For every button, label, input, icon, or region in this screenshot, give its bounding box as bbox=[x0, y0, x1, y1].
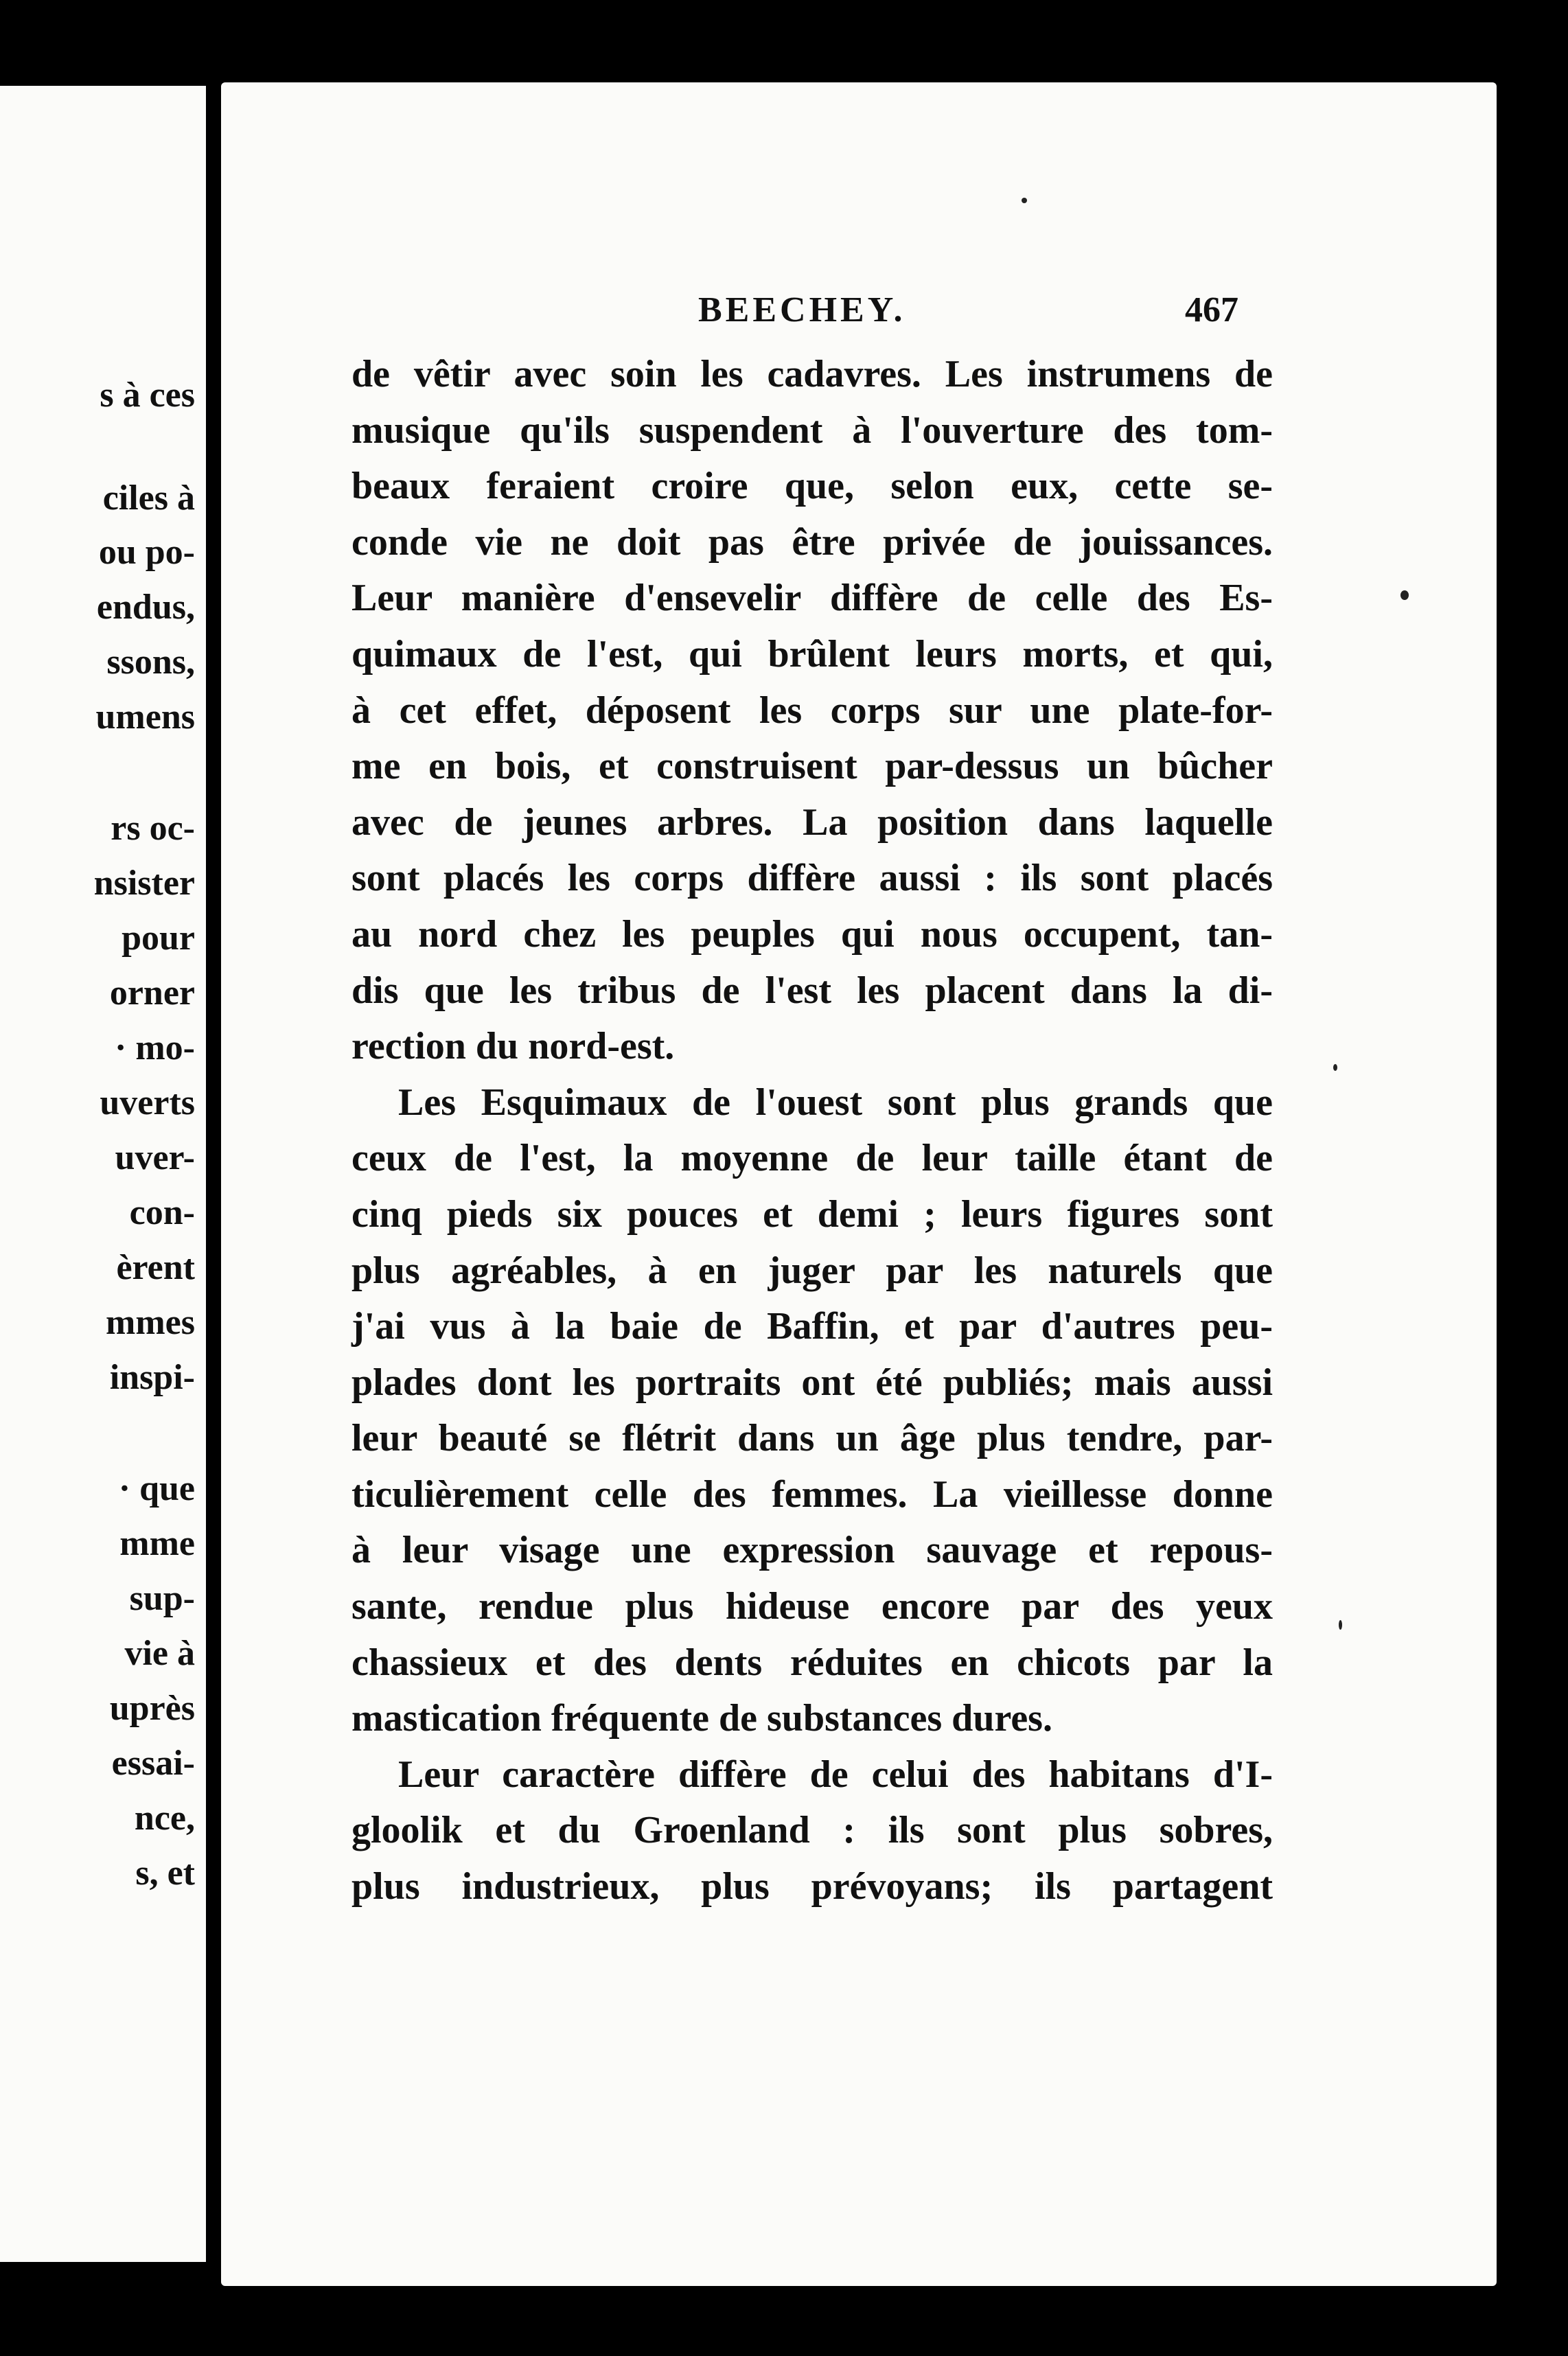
scan-speck bbox=[1339, 1620, 1342, 1630]
text-line: beaux feraient croire que, selon eux, cette se- bbox=[351, 465, 1273, 508]
text-line: gloolik et du Groenland : ils sont plus sobres, bbox=[351, 1809, 1273, 1852]
left-page-text-fragment: umens bbox=[95, 697, 195, 737]
scan-speck bbox=[1022, 198, 1027, 203]
text-line: plades dont les portraits ont été publiés; mais aussi bbox=[351, 1361, 1273, 1404]
left-page-text-fragment: endus, bbox=[96, 588, 195, 627]
left-page-text-fragment: ssons, bbox=[106, 643, 195, 682]
text-line: musique qu'ils suspendent à l'ouverture des tom- bbox=[351, 408, 1273, 452]
text-line: Leur manière d'ensevelir diffère de celle des Es- bbox=[351, 577, 1273, 620]
scan-speck bbox=[1400, 590, 1409, 600]
text-line: à cet effet, déposent les corps sur une plate-for- bbox=[351, 689, 1273, 732]
left-page-text-fragment: · que bbox=[118, 1469, 195, 1508]
paragraph-start-line: Les Esquimaux de l'ouest sont plus grands que bbox=[398, 1081, 1273, 1124]
text-line: de vêtir avec soin les cadavres. Les instrumens de bbox=[351, 353, 1273, 395]
left-page-text-fragment: mmes bbox=[106, 1303, 195, 1342]
left-page-text-fragment: ou po- bbox=[98, 533, 195, 572]
left-page-text-fragment: inspi- bbox=[109, 1358, 195, 1397]
text-line: à leur visage une expression sauvage et repous- bbox=[351, 1529, 1273, 1572]
left-page-text-fragment: s à ces bbox=[100, 376, 195, 415]
text-line: conde vie ne doit pas être privée de jouissances. bbox=[351, 520, 1273, 564]
text-line: avec de jeunes arbres. La position dans laquelle bbox=[351, 800, 1273, 844]
left-page-text-fragment: essai- bbox=[111, 1744, 195, 1783]
left-page-text-fragment: s, et bbox=[135, 1853, 195, 1893]
left-page-text-fragment: uprès bbox=[109, 1689, 195, 1728]
left-page-text-fragment: con- bbox=[129, 1193, 195, 1232]
text-line: me en bois, et construisent par-dessus un bûcher bbox=[351, 745, 1273, 788]
text-line: au nord chez les peuples qui nous occupent, tan- bbox=[351, 912, 1273, 956]
text-line: quimaux de l'est, qui brûlent leurs morts, et qui, bbox=[351, 632, 1273, 675]
body-text bbox=[351, 347, 1273, 1915]
left-page-text-fragment: uver- bbox=[115, 1138, 195, 1177]
page-number: 467 bbox=[1185, 290, 1238, 330]
text-line: chassieux et des dents réduites en chicots par la bbox=[351, 1641, 1273, 1684]
previous-page-fragment bbox=[0, 86, 206, 2262]
left-page-text-fragment: orner bbox=[109, 973, 195, 1013]
book-page bbox=[221, 82, 1497, 2286]
scan-speck bbox=[1333, 1064, 1337, 1071]
paragraph-end-line: mastication fréquente de substances dures. bbox=[351, 1697, 1052, 1740]
running-title: BEECHEY. bbox=[698, 290, 906, 330]
text-line: cinq pieds six pouces et demi ; leurs figures sont bbox=[351, 1192, 1273, 1236]
left-page-text-fragment: · mo- bbox=[115, 1028, 195, 1067]
left-page-text-fragment: nsister bbox=[93, 864, 195, 903]
left-page-text-fragment: rs oc- bbox=[111, 809, 195, 848]
paragraph-end-line: rection du nord-est. bbox=[351, 1025, 675, 1068]
left-page-text-fragment: uverts bbox=[100, 1083, 195, 1122]
left-page-text-fragment: èrent bbox=[116, 1248, 195, 1287]
left-page-text-fragment: nce, bbox=[134, 1799, 195, 1838]
text-line: plus industrieux, plus prévoyans; ils partagent bbox=[351, 1865, 1273, 1908]
left-page-text-fragment: vie à bbox=[124, 1634, 195, 1673]
text-line: ceux de l'est, la moyenne de leur taille étant de bbox=[351, 1137, 1273, 1180]
text-line: sont placés les corps diffère aussi : ils sont placés bbox=[351, 857, 1273, 900]
running-head bbox=[221, 290, 1497, 345]
left-page-text-fragment: sup- bbox=[129, 1579, 195, 1618]
text-line: sante, rendue plus hideuse encore par des yeux bbox=[351, 1585, 1273, 1628]
left-page-text-fragment: ciles à bbox=[102, 478, 195, 518]
text-line: dis que les tribus de l'est les placent dans la di- bbox=[351, 969, 1273, 1012]
left-page-text-fragment: mme bbox=[119, 1524, 195, 1563]
paragraph-start-line: Leur caractère diffère de celui des habitans d'I- bbox=[398, 1753, 1273, 1796]
text-line: ticulièrement celle des femmes. La vieillesse donne bbox=[351, 1472, 1273, 1516]
text-line: plus agréables, à en juger par les naturels que bbox=[351, 1249, 1273, 1292]
text-line: j'ai vus à la baie de Baffin, et par d'autres peu- bbox=[351, 1305, 1273, 1348]
text-line: leur beauté se flétrit dans un âge plus tendre, par- bbox=[351, 1417, 1273, 1460]
left-page-text-fragment: pour bbox=[122, 919, 195, 958]
